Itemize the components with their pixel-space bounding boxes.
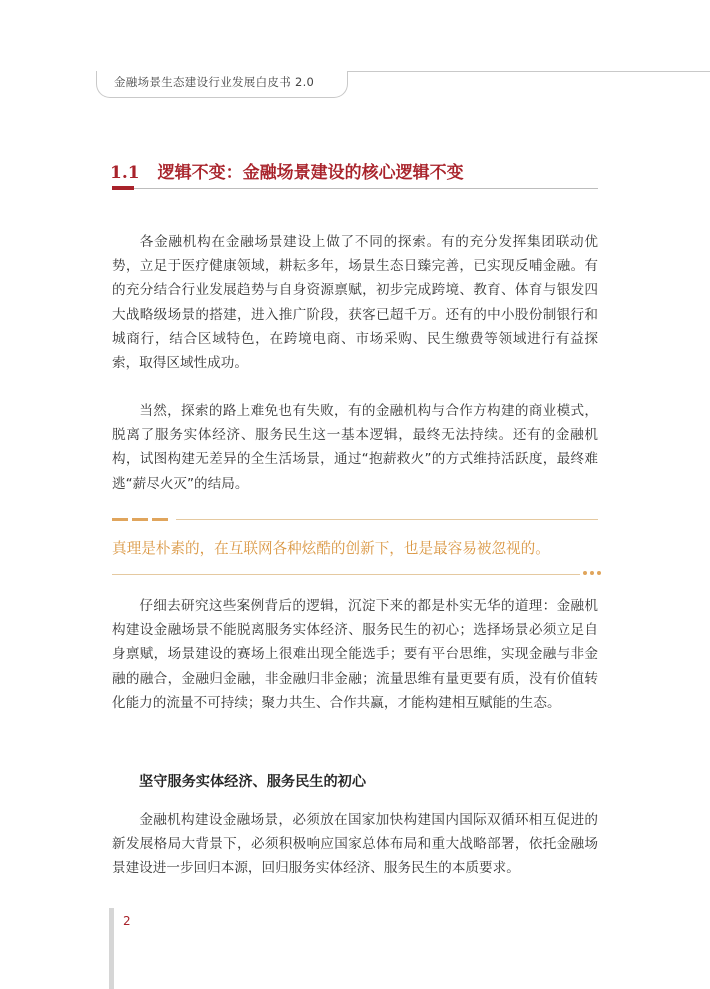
page-side-bar [109, 908, 114, 989]
paragraph-2-text: 当然，探索的路上难免也有失败，有的金融机构与合作方构建的商业模式，脱离了服务实体经济、服务民生这一基本逻辑，最终无法持续。还有的金融机构，试图构建无差异的全生活场景，通过“抱薪救火”的方式维持活跃度，最终难逃“薪尽火灭”的结局。 [112, 403, 598, 492]
section-title: 逻辑不变：金融场景建设的核心逻辑不变 [157, 163, 464, 183]
quote-bottom-rule [112, 574, 580, 575]
quote-top-rule [176, 519, 598, 520]
heading-accent-mark [112, 186, 134, 190]
quote-top-dashes [112, 518, 172, 521]
paragraph-4 [112, 808, 598, 881]
pull-quote: 真理是朴素的，在互联网各种炫酷的创新下，也是最容易被忽视的。 [112, 540, 550, 557]
paragraph-2 [112, 399, 598, 496]
paragraph-3 [112, 594, 598, 715]
paragraph-3-text: 仔细去研究这些案例背后的逻辑，沉淀下来的都是朴实无华的道理：金融机构建设金融场景不能脱离服务实体经济、服务民生的初心；选择场景必须立足自身禀赋，场景建设的赛场上很难出现全能选手；要有平台思维，实现金融与非金融的融合，金融归金融，非金融归非金融；流量思维有量更要有质，没有价值转化能力的流量不可持续；聚力共生、合作共赢，才能构建相互赋能的生态。 [112, 598, 598, 711]
page-number: 2 [123, 914, 131, 928]
quote-dots [583, 571, 603, 577]
heading-rule [112, 188, 598, 189]
section-heading [110, 158, 464, 183]
subheading: 坚守服务实体经济、服务民生的初心 [139, 774, 367, 790]
paragraph-4-text: 金融机构建设金融场景，必须放在国家加快构建国内国际双循环相互促进的新发展格局大背景下，必须积极响应国家总体布局和重大战略部署，依托金融场景建设进一步回归本源，回归服务实体经济、服务民生的本质要求。 [112, 812, 598, 877]
paragraph-1 [112, 230, 598, 375]
paragraph-1-text: 各金融机构在金融场景建设上做了不同的探索。有的充分发挥集团联动优势，立足于医疗健康领域，耕耘多年，场景生态日臻完善，已实现反哺金融。有的充分结合行业发展趋势与自身资源禀赋，初步完成跨境、教育、体育与银发四大战略级场景的搭建，进入推广阶段，获客已超千万。还有的中小股份制银行和城商行，结合区域特色，在跨境电商、市场采购、民生缴费等领域进行有益探索，取得区域性成功。 [112, 234, 598, 372]
section-number: 1.1 [110, 163, 140, 183]
running-header: 金融场景生态建设行业发展白皮书 2.0 [114, 75, 315, 89]
